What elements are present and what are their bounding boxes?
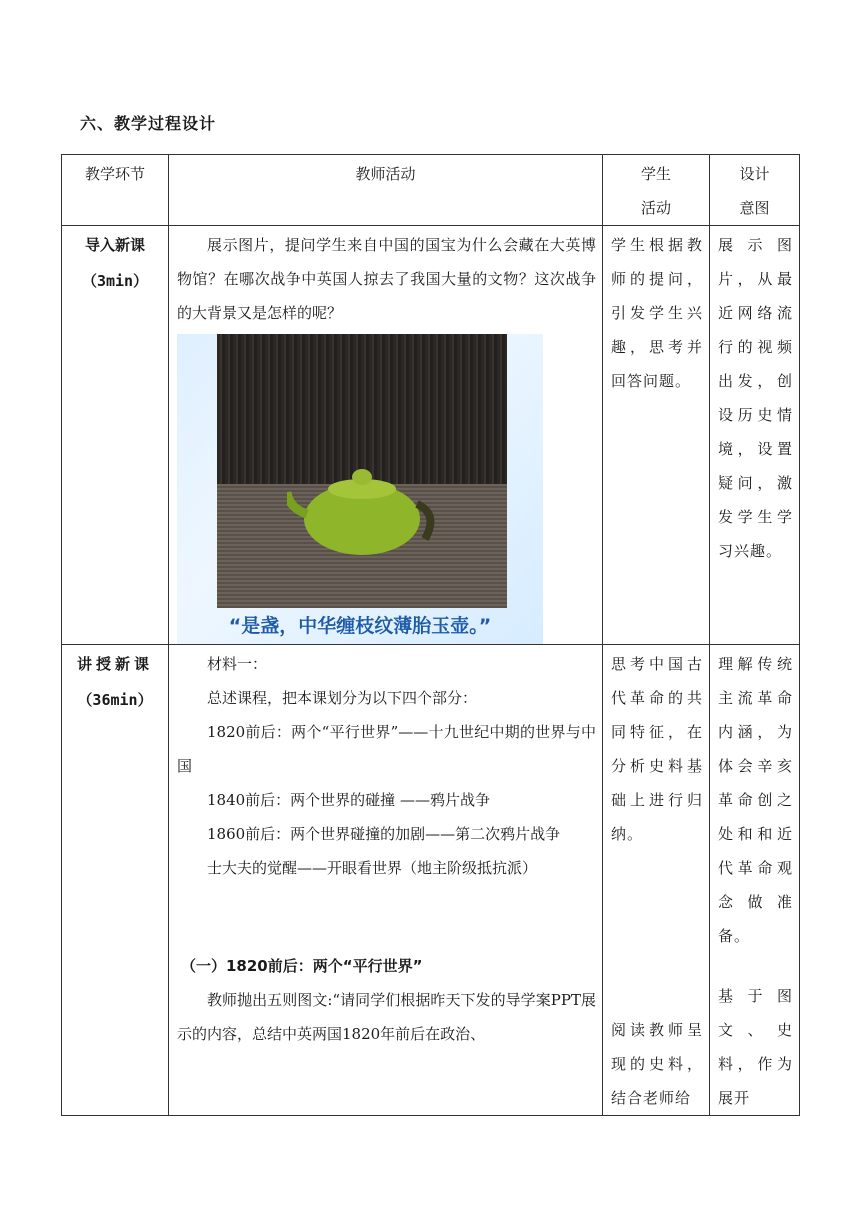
section-title: 六、教学过程设计 [80,114,217,133]
student-text: 思考中国古代革命的共同特征，在分析史料基础上进行归纳。 [611,655,703,843]
intent-text: 基于图文、史料，作为展开 [718,987,793,1107]
teacher-cell [169,226,603,645]
header-intent: 设计 意图 [710,155,800,226]
teacher-text: 展示图片，提问学生来自中国的国宝为什么会藏在大英博物馆？在哪次战争中英国人掠去了我国大量的文物？这次战争的大背景又是怎样的呢？ [177,236,596,322]
paragraph: 材料一： [207,655,268,673]
student-text: 阅读教师呈现的史料，结合老师给 [611,1021,703,1107]
table-row [62,226,800,645]
stage-label: 讲授新课 [76,655,153,673]
stage-label: 导入新课 [84,236,145,254]
paragraph: 士大夫的觉醒——开眼看世界（地主阶级抵抗派） [207,859,538,877]
table-row [62,645,800,1116]
intent-cell [710,645,800,1116]
stage-duration: （3min） [81,272,149,290]
intent-text: 展示图片，从最近网络流行的视频出发，创设历史情境，设置疑问，激发学生学习兴趣。 [718,236,793,560]
intent-cell [710,226,800,645]
sub-heading: （一）1820前后：两个“平行世界” [181,957,423,975]
header-student: 学生 活动 [603,155,710,226]
image-caption: “是盏，中华缠枝纹薄胎玉壶。” [228,615,492,637]
paragraph: 总述课程，把本课划分为以下四个部分： [207,689,478,707]
student-text: 学生根据教师的提问，引发学生兴趣，思考并回答问题。 [611,236,703,390]
paragraph: 1820前后：两个“平行世界”——十九世纪中期的世界与中国 [177,723,596,775]
teacher-cell [169,645,603,1116]
stage-duration: （36min） [77,691,153,709]
student-cell [603,226,710,645]
paragraph: 1860前后：两个世界碰撞的加剧——第二次鸦片战争 [207,825,561,843]
header-teacher: 教师活动 [169,155,603,226]
paragraph: 1840前后：两个世界的碰撞 ——鸦片战争 [207,791,490,809]
table-header-row [62,155,800,226]
paragraph: 教师抛出五则图文:“请同学们根据昨天下发的导学案PPT展示的内容，总结中英两国1820年前后在政治、 [177,991,596,1043]
student-cell [603,645,710,1116]
teaching-process-table [61,154,800,1116]
header-stage: 教学环节 [62,155,169,226]
stage-cell [62,226,169,645]
intent-text: 理解传统主流革命内涵，为体会辛亥革命创之处和和近代革命观念做准备。 [718,655,793,945]
stage-cell [62,645,169,1116]
teapot-icon [287,459,437,559]
teapot-photo [177,334,543,644]
